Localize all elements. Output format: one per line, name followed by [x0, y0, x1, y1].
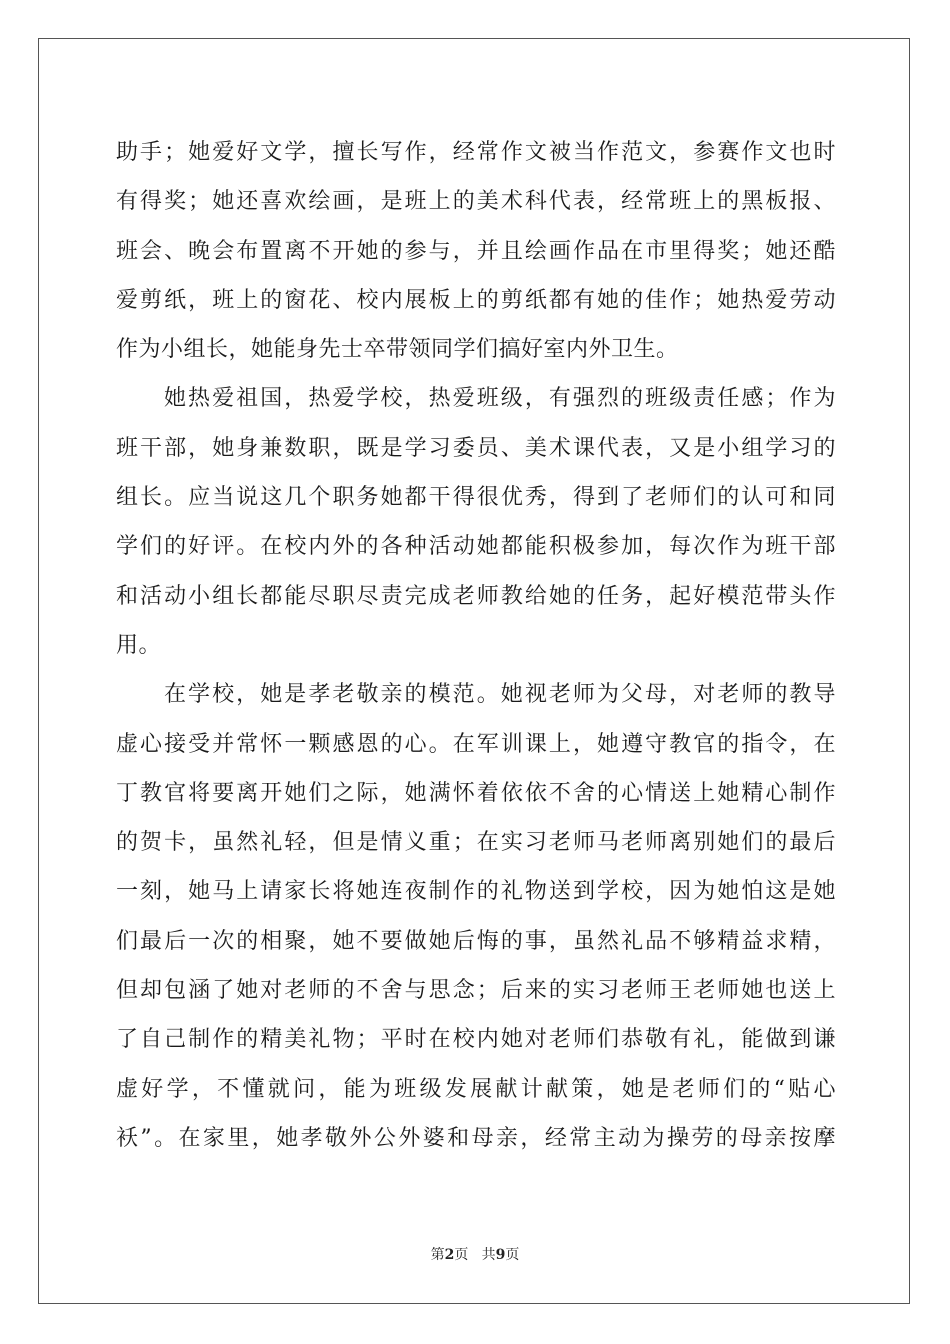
text-line: 虚好学，不懂就问，能为班级发展献计献策，她是老师们的“贴心: [116, 1076, 836, 1102]
text-line: 班干部，她身兼数职，既是学习委员、美术课代表，又是小组学习的: [116, 435, 836, 461]
text-line: 班会、晚会布置离不开她的参与，并且绘画作品在市里得奖；她还酷: [116, 238, 836, 264]
page-footer: [0, 1244, 950, 1264]
text-line: 们最后一次的相聚，她不要做她后悔的事，虽然礼品不够精益求精，: [116, 928, 836, 954]
text-line: 组长。应当说这几个职务她都干得很优秀，得到了老师们的认可和同: [116, 485, 836, 511]
text-line: 丁教官将要离开她们之际，她满怀着依依不舍的心情送上她精心制作: [116, 780, 836, 806]
page-number: 2: [444, 1247, 455, 1263]
text-line: 爱剪纸，班上的窗花、校内展板上的剪纸都有她的佳作；她热爱劳动: [116, 287, 836, 313]
text-line: 和活动小组长都能尽职尽责完成老师教给她的任务，起好模范带头作: [116, 583, 836, 609]
page-suffix: 页: [454, 1247, 469, 1263]
text-line: 助手；她爱好文学，擅长写作，经常作文被当作范文，参赛作文也时: [116, 140, 836, 165]
text-line: 但却包涵了她对老师的不舍与思念；后来的实习老师王老师她也送上: [116, 978, 836, 1004]
text-line: 一刻，她马上请家长将她连夜制作的礼物送到学校，因为她怕这是她: [116, 879, 836, 905]
text-line: 有得奖；她还喜欢绘画，是班上的美术科代表，经常班上的黑板报、: [116, 189, 836, 215]
text-line: 袄”。在家里，她孝敬外公外婆和母亲，经常主动为操劳的母亲按摩: [116, 1125, 836, 1151]
text-line: 作为小组长，她能身先士卒带领同学们搞好室内外卫生。: [116, 337, 679, 363]
total-pages: 9: [495, 1247, 506, 1263]
total-suffix: 页: [505, 1247, 520, 1263]
text-line: 在学校，她是孝老敬亲的模范。她视老师为父母，对老师的教导: [164, 682, 836, 708]
text-line: 虚心接受并常怀一颗感恩的心。在军训课上，她遵守教官的指令，在: [116, 731, 836, 757]
total-prefix: 共: [481, 1247, 496, 1263]
text-line: 学们的好评。在校内外的各种活动她都能积极参加，每次作为班干部: [116, 534, 836, 560]
text-line: 了自己制作的精美礼物；平时在校内她对老师们恭敬有礼，能做到谦: [116, 1027, 836, 1053]
text-line: 她热爱祖国，热爱学校，热爱班级，有强烈的班级责任感；作为: [164, 386, 836, 412]
text-line: 的贺卡，虽然礼轻，但是情义重；在实习老师马老师离别她们的最后: [116, 830, 836, 856]
page-prefix: 第: [430, 1247, 445, 1263]
text-line: 用。: [116, 632, 162, 658]
document-body: [116, 128, 836, 1163]
